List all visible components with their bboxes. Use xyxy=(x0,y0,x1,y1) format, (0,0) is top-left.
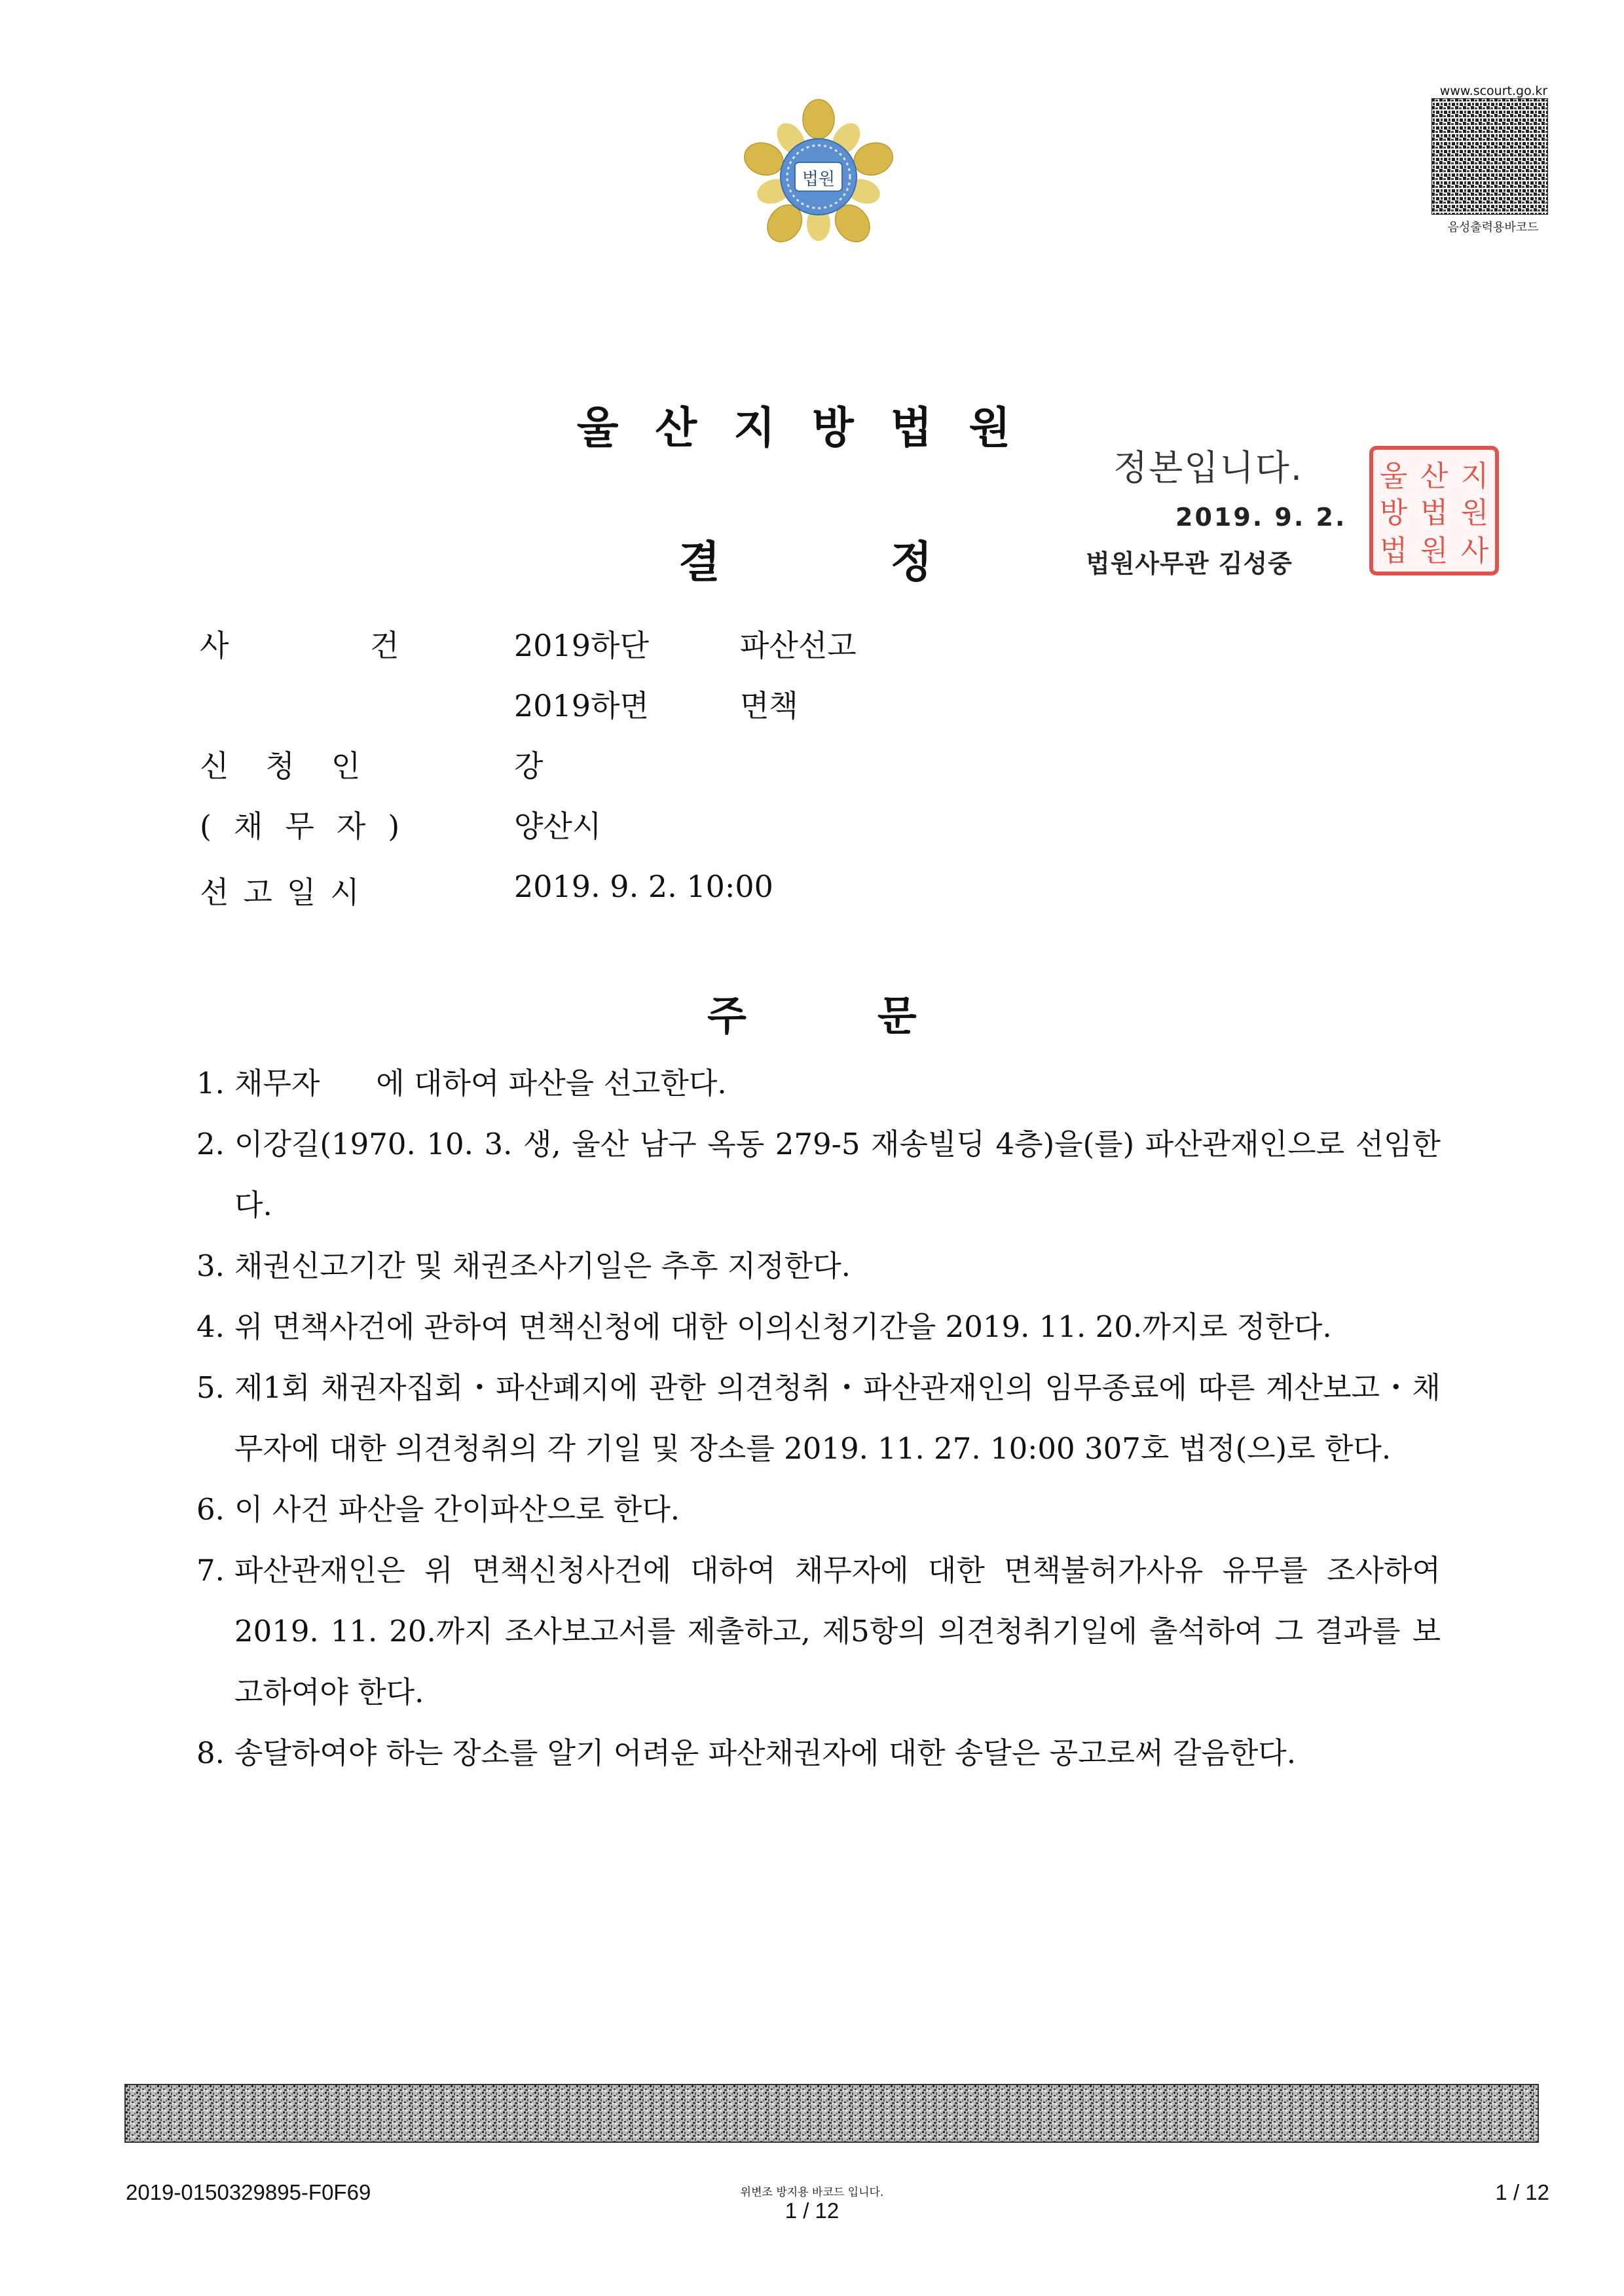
order-item xyxy=(196,1296,1441,1357)
certification-date: 2019. 9. 2. xyxy=(1175,503,1347,532)
order-item-number: 4. xyxy=(196,1309,225,1344)
order-item-text: 제1회 채권자집회・파산폐지에 관한 의견청취・파산관재인의 임무종료에 따른 계산보고・채무자에 대한 의견청취의 각 기일 및 장소를 2019. 11. 27. 10:00 307호 법정(으)로 한다. xyxy=(234,1370,1441,1466)
case-label-a: 사 xyxy=(200,628,229,663)
order-item xyxy=(196,1053,1441,1114)
order-item-number: 8. xyxy=(196,1736,225,1770)
qr-barcode-icon xyxy=(1431,98,1548,215)
page-number-center: 1 / 12 xyxy=(784,2198,840,2223)
page-number-right: 1 / 12 xyxy=(1495,2180,1549,2204)
document-id: 2019-0150329895-F0F69 xyxy=(126,2180,371,2204)
barcode-url: www.scourt.go.kr xyxy=(1439,84,1548,98)
declaration-date-label: 선고일시 xyxy=(200,875,374,910)
seal-char: 법 xyxy=(1379,534,1408,568)
official-seal-icon xyxy=(1369,445,1500,576)
case-number-1: 2019하단 xyxy=(514,628,649,663)
case-number-2: 2019하면 xyxy=(514,688,649,723)
seal-char: 법 xyxy=(1420,496,1449,530)
seal-char: 사 xyxy=(1460,534,1489,568)
order-item xyxy=(196,1114,1441,1235)
order-item-number: 7. xyxy=(196,1553,225,1588)
title-char-2: 정 xyxy=(890,537,932,587)
applicant-label: 신청인 xyxy=(200,748,397,784)
order-item xyxy=(196,1722,1441,1783)
seal-char: 지 xyxy=(1460,460,1489,493)
debtor-value: 양산시 xyxy=(514,809,602,844)
order-list xyxy=(196,1053,1441,1783)
applicant-value: 강 xyxy=(514,748,544,784)
seal-char: 방 xyxy=(1379,496,1408,530)
seal-char: 산 xyxy=(1420,460,1449,493)
order-item-text: 파산관재인은 위 면책신청사건에 대하여 채무자에 대한 면책불허가사유 유무를 조사하여 2019. 11. 20.까지 조사보고서를 제출하고, 제5항의 의견청취기일에 출석하여 그 결과를 보고하여야 한다. xyxy=(234,1553,1441,1709)
anti-forgery-barcode-icon xyxy=(124,2084,1539,2143)
title-char-1: 결 xyxy=(678,537,720,587)
case-label-b: 건 xyxy=(370,628,399,663)
order-item xyxy=(196,1479,1441,1540)
court-name: 울산지방법원 xyxy=(576,403,1048,453)
order-item xyxy=(196,1357,1441,1479)
barcode-note: 위변조 방지용 바코드 입니다. xyxy=(740,2186,884,2199)
order-item-text: 이 사건 파산을 간이파산으로 한다. xyxy=(234,1492,680,1527)
order-item-text: 채무자 에 대하여 파산을 선고한다. xyxy=(234,1066,727,1101)
document-title xyxy=(678,527,932,589)
order-heading-char-2: 문 xyxy=(877,992,917,1040)
emblem-text: 법원 xyxy=(802,170,836,189)
order-item-text: 위 면책사건에 관하여 면책신청에 대한 이의신청기간을 2019. 11. 20.까지로 정한다. xyxy=(234,1309,1332,1344)
case-label xyxy=(200,622,399,665)
certification-text: 정본입니다. xyxy=(1113,447,1303,488)
declaration-date-value: 2019. 9. 2. 10:00 xyxy=(514,869,773,904)
barcode-caption: 음성출력용바코드 xyxy=(1447,221,1539,234)
order-heading-char-1: 주 xyxy=(707,992,747,1040)
case-type-2: 면책 xyxy=(740,688,798,723)
order-item xyxy=(196,1235,1441,1296)
case-type-1: 파산선고 xyxy=(740,628,857,663)
order-item-text: 이강길(1970. 10. 3. 생, 울산 남구 옥동 279-5 재송빌딩 4층)을(를) 파산관재인으로 선임한다. xyxy=(234,1127,1441,1222)
seal-char: 원 xyxy=(1420,534,1449,568)
order-item-number: 6. xyxy=(196,1492,225,1527)
order-item-text: 채권신고기간 및 채권조사기일은 추후 지정한다. xyxy=(234,1248,851,1283)
order-heading xyxy=(707,983,917,1042)
order-item xyxy=(196,1540,1441,1722)
seal-char: 원 xyxy=(1460,496,1489,530)
seal-char: 울 xyxy=(1379,460,1408,493)
court-emblem-icon xyxy=(740,98,897,255)
order-item-number: 5. xyxy=(196,1370,225,1405)
debtor-label: (채무자) xyxy=(200,809,422,844)
order-item-number: 3. xyxy=(196,1248,225,1283)
certification-officer: 법원사무관 김성중 xyxy=(1086,549,1293,578)
order-item-number: 2. xyxy=(196,1127,225,1161)
order-item-text: 송달하여야 하는 장소를 알기 어려운 파산채권자에 대한 송달은 공고로써 갈음한다. xyxy=(234,1736,1297,1770)
order-item-number: 1. xyxy=(196,1066,225,1101)
